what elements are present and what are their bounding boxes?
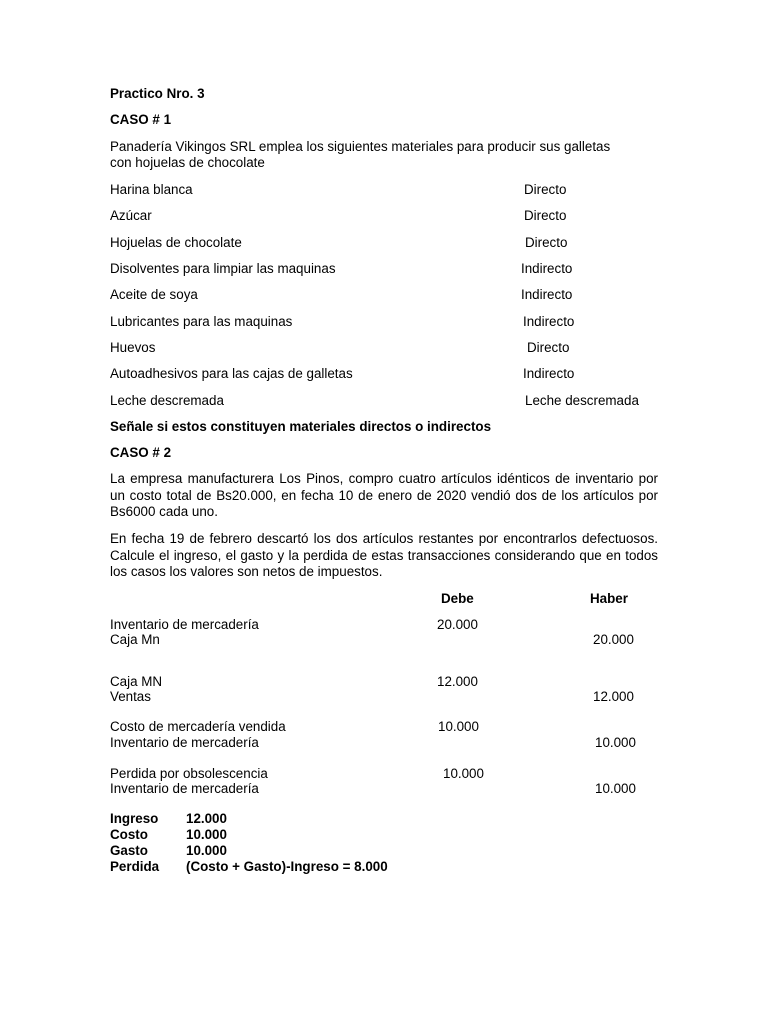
material-type: Directo xyxy=(527,340,570,355)
material-name: Lubricantes para las maquinas xyxy=(110,314,293,329)
material-name: Huevos xyxy=(110,340,156,355)
material-name: Autoadhesivos para las cajas de galletas xyxy=(110,366,353,381)
caso2-paragraph-1: La empresa manufacturera Los Pinos, compro cuatro artículos idénticos de inventario por un costo total de Bs20.000, en fecha 10 de enero de 2020 vendió dos de los artículos por Bs6000 cada uno. xyxy=(110,471,658,519)
material-name: Azúcar xyxy=(110,208,152,223)
material-type: Indirecto xyxy=(521,261,573,276)
journal-credit-amount: 10.000 xyxy=(595,735,636,750)
caso2-heading: CASO # 2 xyxy=(110,445,172,460)
material-name: Leche descremada xyxy=(110,393,224,408)
material-type: Directo xyxy=(525,235,568,250)
caso1-intro-line2: con hojuelas de chocolate xyxy=(110,155,265,170)
journal-debit-amount: 20.000 xyxy=(437,617,478,632)
caso2-paragraph-2: En fecha 19 de febrero descartó los dos artículos restantes por encontrarlos defectuosos. Calcule el ingreso, el gasto y la perdida de estas transacciones considerando que en todos los casos los valores son netos de impuestos. xyxy=(110,531,658,579)
journal-credit-account: Inventario de mercadería xyxy=(110,735,259,750)
summary-label: Costo xyxy=(110,827,148,842)
summary-value: (Costo + Gasto)-Ingreso = 8.000 xyxy=(186,859,388,874)
journal-credit-amount: 12.000 xyxy=(593,689,634,704)
column-header-debe: Debe xyxy=(441,591,474,606)
journal-debit-account: Caja MN xyxy=(110,674,163,689)
journal-debit-amount: 12.000 xyxy=(437,674,478,689)
caso1-heading: CASO # 1 xyxy=(110,112,172,127)
material-name: Hojuelas de chocolate xyxy=(110,235,242,250)
material-type: Indirecto xyxy=(521,287,573,302)
journal-debit-amount: 10.000 xyxy=(438,719,479,734)
material-type: Directo xyxy=(524,208,567,223)
journal-credit-amount: 20.000 xyxy=(593,632,634,647)
summary-value: 12.000 xyxy=(186,811,227,826)
column-header-haber: Haber xyxy=(590,591,628,606)
summary-value: 10.000 xyxy=(186,827,227,842)
caso1-intro-line1: Panadería Vikingos SRL emplea los siguientes materiales para producir sus galletas xyxy=(110,139,611,154)
journal-credit-account: Inventario de mercadería xyxy=(110,781,259,796)
journal-credit-account: Ventas xyxy=(110,689,151,704)
journal-credit-amount: 10.000 xyxy=(595,781,636,796)
material-name: Disolventes para limpiar las maquinas xyxy=(110,261,336,276)
journal-credit-account: Caja Mn xyxy=(110,632,160,647)
summary-label: Gasto xyxy=(110,843,148,858)
material-name: Harina blanca xyxy=(110,182,193,197)
document-title: Practico Nro. 3 xyxy=(110,86,205,101)
journal-debit-amount: 10.000 xyxy=(443,766,484,781)
caso1-question: Señale si estos constituyen materiales directos o indirectos xyxy=(110,419,492,434)
summary-value: 10.000 xyxy=(186,843,227,858)
journal-debit-account: Costo de mercadería vendida xyxy=(110,719,286,734)
material-type: Directo xyxy=(524,182,567,197)
material-type: Indirecto xyxy=(523,314,575,329)
journal-debit-account: Inventario de mercadería xyxy=(110,617,259,632)
material-type: Indirecto xyxy=(523,366,575,381)
material-type: Leche descremada xyxy=(525,393,639,408)
summary-label: Ingreso xyxy=(110,811,159,826)
journal-debit-account: Perdida por obsolescencia xyxy=(110,766,268,781)
material-name: Aceite de soya xyxy=(110,287,198,302)
summary-label: Perdida xyxy=(110,859,160,874)
